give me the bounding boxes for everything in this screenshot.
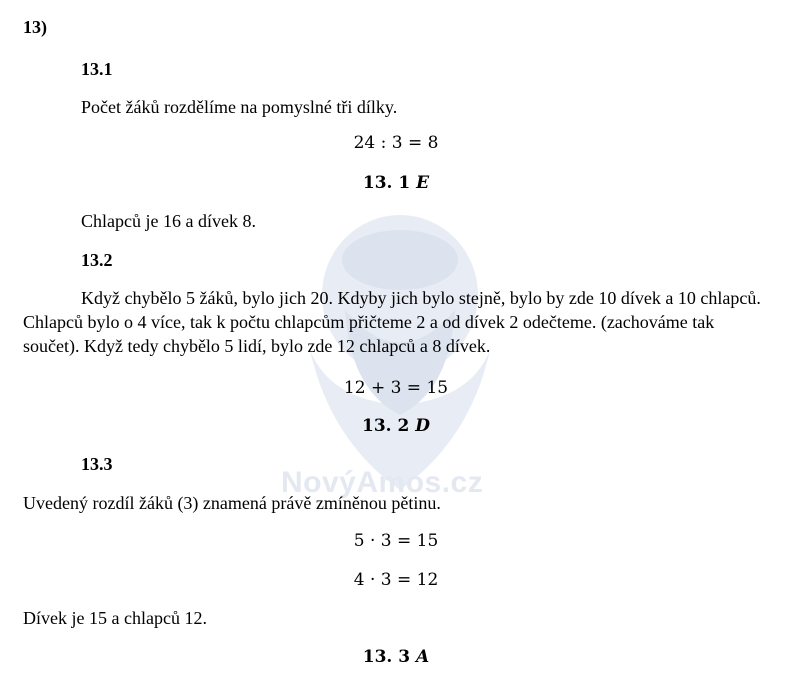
answer-prefix: 13. 1 bbox=[362, 173, 417, 193]
section-heading-13-2: 13.2 bbox=[81, 250, 113, 270]
section-13-3-result: Dívek je 15 a chlapců 12. bbox=[23, 608, 207, 628]
answer-13-3 bbox=[0, 646, 792, 668]
section-13-3-text: Uvedený rozdíl žáků (3) znamená právě zmíněnou pětinu. bbox=[23, 493, 441, 513]
answer-letter: A bbox=[416, 647, 430, 667]
equation-13-2: 12 + 3 = 15 bbox=[343, 378, 449, 398]
answer-13-1 bbox=[0, 172, 792, 194]
answer-letter: E bbox=[416, 173, 430, 193]
section-13-2-paragraph: Když chybělo 5 žáků, bylo jich 20. Kdyby jich bylo stejně, bylo by zde 10 dívek a 10 chlapců. Chlapců bylo o 4 více, tak k počtu chlapcům přičteme 2 a od dívek 2 odečteme. (zachováme tak součet). Když tedy chybělo 5 lidí, bylo zde 12 chlapců a 8 dívek. bbox=[23, 288, 761, 356]
equation-13-1: 24 : 3 = 8 bbox=[353, 133, 439, 153]
equation-13-3-a: 5 · 3 = 15 bbox=[353, 531, 439, 551]
section-heading-13-3: 13.3 bbox=[81, 454, 113, 474]
section-13-1-result: Chlapců je 16 a dívek 8. bbox=[81, 211, 256, 231]
answer-letter: D bbox=[415, 416, 430, 436]
watermark-text: NovýAmos.cz bbox=[281, 466, 484, 499]
answer-13-2 bbox=[0, 415, 792, 437]
section-13-1-text: Počet žáků rozdělíme na pomyslné tři dílky. bbox=[81, 97, 398, 117]
section-heading-13-1: 13.1 bbox=[81, 59, 113, 79]
equation-13-3-b: 4 · 3 = 12 bbox=[353, 570, 439, 590]
answer-prefix: 13. 3 bbox=[362, 647, 417, 667]
answer-prefix: 13. 2 bbox=[362, 416, 416, 436]
problem-number: 13) bbox=[23, 17, 47, 37]
